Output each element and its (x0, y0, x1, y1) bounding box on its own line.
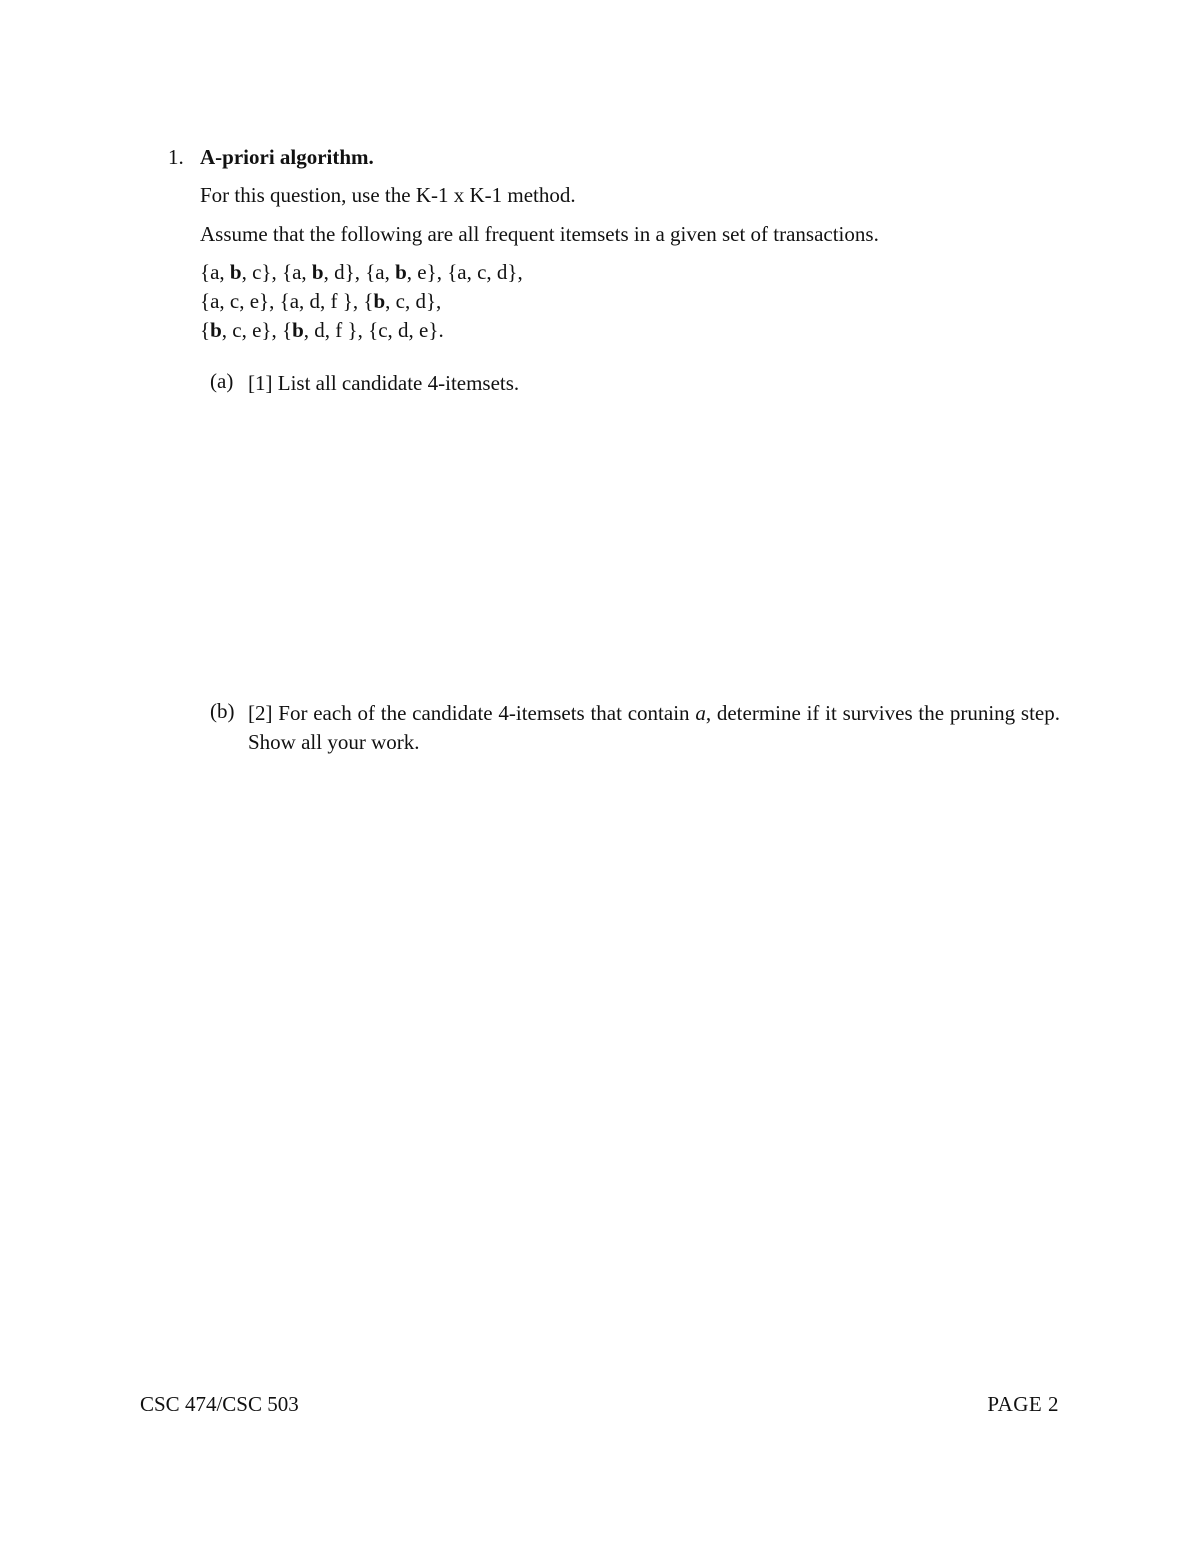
itemset: {a, d, f } (279, 289, 353, 313)
part-a-label: (a) (210, 369, 234, 393)
footer-page-number: PAGE 2 (987, 1392, 1059, 1416)
part-a-points: [1] (248, 371, 273, 395)
itemset-separator: , (271, 260, 282, 284)
part-a (210, 369, 1060, 398)
itemset-separator: , (352, 289, 364, 313)
part-a-text (248, 369, 1060, 398)
itemset-separator: , (354, 260, 366, 284)
question-title: A-priori algorithm. (200, 145, 374, 169)
part-b-text (248, 699, 1060, 757)
question-number: 1. (168, 145, 184, 169)
itemset: {c, d, e} (368, 318, 439, 342)
itemset: {a, b, d} (282, 260, 355, 284)
question-instruction: For this question, use the K-1 x K-1 method. (200, 183, 576, 207)
footer-course: CSC 474/CSC 503 (140, 1392, 299, 1416)
itemset: {a, b, c} (200, 260, 272, 284)
itemset: {b, c, e} (200, 318, 272, 342)
itemset-separator: , (271, 318, 283, 342)
itemset-separator: , (517, 260, 523, 284)
itemset: {a, c, e} (200, 289, 270, 313)
part-b-prompt-after: , determine if it survives the pruning step. Show all your work. (248, 701, 1061, 754)
itemset-separator: , (436, 260, 448, 284)
question-header (168, 145, 374, 170)
part-b (210, 699, 1060, 757)
itemset-separator: . (438, 318, 444, 342)
itemset-line-3 (200, 318, 444, 343)
itemset-line-2 (200, 289, 441, 314)
part-a-prompt: List all candidate 4-itemsets. (277, 371, 520, 395)
question-assumption: Assume that the following are all frequent itemsets in a given set of transactions. (200, 222, 879, 246)
itemset: {a, c, d} (447, 260, 518, 284)
itemset-separator: , (269, 289, 280, 313)
itemset: {b, c, d} (363, 289, 437, 313)
part-b-points: [2] (248, 701, 273, 725)
part-b-item-a: a (695, 701, 706, 725)
part-b-label: (b) (210, 699, 235, 723)
itemset-line-1 (200, 260, 523, 285)
part-b-prompt-before: For each of the candidate 4-itemsets that contain (278, 701, 696, 725)
itemset-separator: , (357, 318, 369, 342)
itemset-separator: , (436, 289, 442, 313)
itemset: {b, d, f } (282, 318, 358, 342)
itemset: {a, b, e} (365, 260, 437, 284)
